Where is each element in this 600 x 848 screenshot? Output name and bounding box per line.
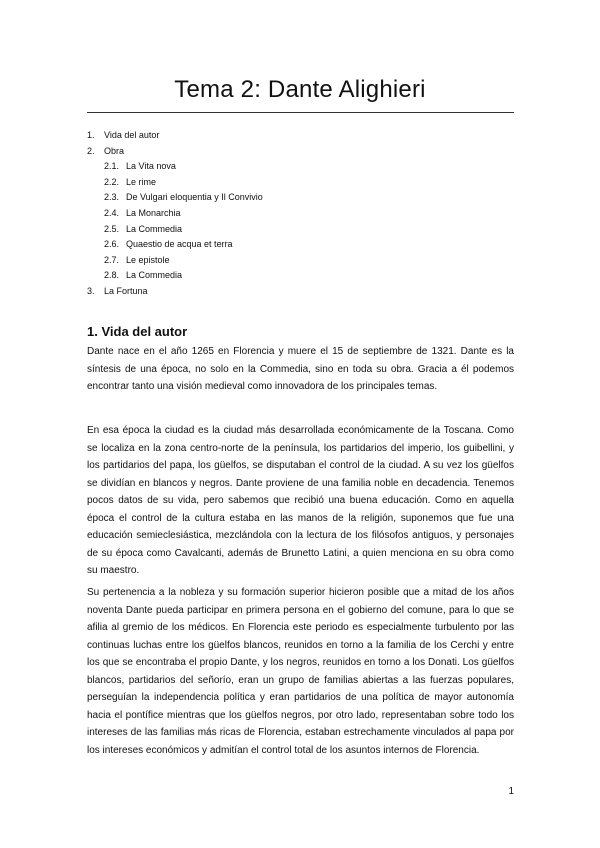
toc-item-number: 2.5. [104, 223, 120, 234]
toc-item-number: 2.6. [104, 239, 120, 250]
toc-item [87, 268, 507, 284]
toc-item-label: Le rime [126, 176, 157, 187]
toc-item-number: 2.3. [104, 192, 120, 203]
toc-item-number: 1. [87, 130, 95, 140]
page-number: 1 [508, 786, 514, 797]
toc-item [87, 128, 507, 144]
toc-item-number: 2.4. [104, 207, 120, 218]
toc-item-number: 2.2. [104, 176, 120, 187]
title-underline [87, 112, 514, 113]
toc-item [87, 284, 507, 300]
section-heading: 1. Vida del autor [87, 324, 188, 339]
toc-item-label: Obra [104, 145, 125, 156]
toc-item-label: Quaestio de acqua et terra [126, 239, 233, 250]
toc-item [87, 144, 507, 160]
paragraph-2: En esa época la ciudad es la ciudad más desarrollada económicamente de la Toscana. Como se localiza en la zona centro-norte de la península, los partidarios del imperio, los guibellini, y los partidarios del papa, los güelfos, se disputaban el control de la ciudad. A su vez los güelfos se dividían en blancos y negros. Dante proviene de una familia noble en decadencia. Tenemos pocos datos de su vida, pero sabemos que recibió una buena educación. Como en aquella época el control de la cultura estaba en las manos de la religión, suponemos que fue una educación semieclesiástica, mezclándola con la lectura de los filósofos antiguos, y personajes de su época como Cavalcanti, además de Brunetto Latini, a quien menciona en su obra como su maestro. [87, 425, 514, 576]
toc-item [87, 237, 507, 253]
toc-item-label: Vida del autor [104, 130, 160, 140]
toc-item-label: La Commedia [126, 270, 183, 281]
toc-item-label: La Commedia [126, 223, 183, 234]
toc-item [87, 253, 507, 269]
toc-item [87, 206, 507, 222]
toc-item [87, 190, 507, 206]
toc-item-label: Le epistole [126, 254, 170, 265]
paragraph-3: Su pertenencia a la nobleza y su formación superior hicieron posible que a mitad de los años noventa Dante pueda participar en primera persona en el gobierno del comune, para lo que se afilia al gremio de los médicos. En Florencia este periodo es especialmente turbulento por las continuas luchas entre los güelfos blancos, reunidos en torno a la familia de los Cerchi y entre los que se encontraba el propio Dante, y los negros, reunidos en torno a los Donati. Los güelfos blancos, partidarios del señorío, eran un grupo de familias abiertas a las fuerzas populares, perseguían la independencia política y eran partidarios de una política de mayor autonomía hacia el pontífice mientras que los güelfos negros, por otro lado, representaban sobre todo los intereses de las familias más ricas de Florencia, estaban estrechamente vinculados al papa por los intereses económicos y admitían el control total de los asuntos internos de Florencia. [87, 587, 514, 756]
paragraph-1: Dante nace en el año 1265 en Florencia y muere el 15 de septiembre de 1321. Dante es la síntesis de una época, no solo en la Commedia, sino en toda su obra. Gracia a él podemos encontrar tanto una visión medieval como innovadora de los principales temas. [87, 346, 514, 392]
toc-item [87, 159, 507, 175]
toc-item-label: La Fortuna [104, 285, 148, 296]
toc-item-number: 2.7. [104, 254, 120, 265]
toc-item-number: 2.1. [104, 161, 120, 172]
toc-item-number: 2.8. [104, 270, 120, 281]
toc-item-label: La Monarchia [126, 207, 181, 218]
toc-item-label: De Vulgari eloquentia y Il Convivio [126, 192, 263, 203]
toc-item-number: 2. [87, 145, 95, 156]
toc-item [87, 175, 507, 191]
toc-item-label: La Vita nova [126, 161, 176, 172]
table-of-contents [87, 128, 507, 300]
toc-item [87, 222, 507, 238]
toc-item-number: 3. [87, 285, 95, 296]
document-title: Tema 2: Dante Alighieri [174, 76, 426, 103]
